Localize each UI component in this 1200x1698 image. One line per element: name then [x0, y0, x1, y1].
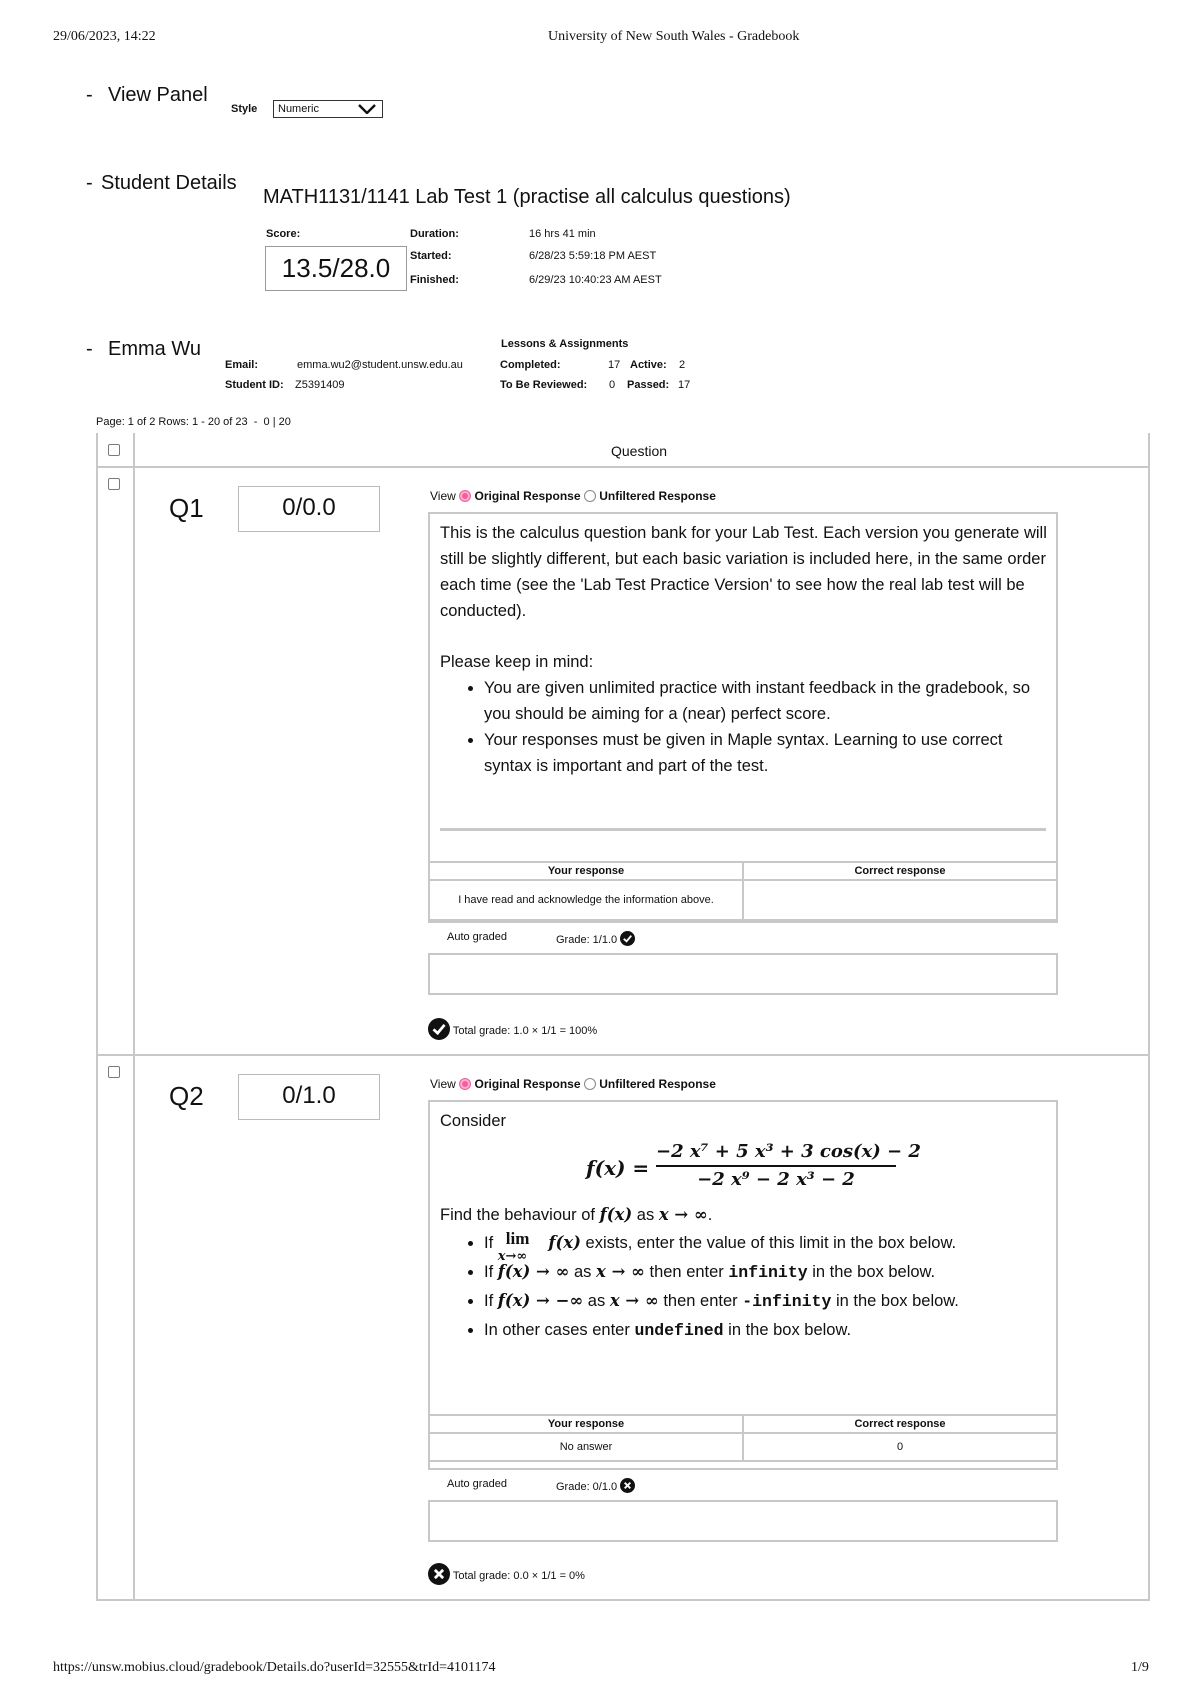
q2-denominator: −2 x⁹ − 2 x³ − 2 [697, 1169, 855, 1190]
q2-unfiltered-label[interactable]: Unfiltered Response [599, 1077, 716, 1091]
q1-bullet: • You are given unlimited practice with instant feedback in the gradebook, so you should be aiming for a (near) perfect score. [484, 675, 1048, 727]
completed-value: 17 [608, 359, 621, 371]
test-title: MATH1131/1141 Lab Test 1 (practise all calculus questions) [263, 186, 791, 208]
q1-original-radio[interactable] [459, 490, 471, 502]
q2-find-mid: as [636, 1206, 655, 1224]
q2-consider: Consider [440, 1112, 507, 1130]
passed-label: Passed: [627, 379, 670, 391]
q1-total-grade-row [428, 1018, 597, 1040]
q1-question-panel [428, 512, 1058, 923]
finished-label: Finished: [410, 274, 459, 286]
view-panel-label[interactable]: View Panel [108, 84, 208, 106]
q1-unfiltered-radio[interactable] [584, 490, 596, 502]
q2-your-response: No answer [429, 1433, 743, 1461]
active-label: Active: [630, 359, 667, 371]
x-circle-icon [620, 1478, 635, 1493]
print-page-number: 1/9 [1131, 1660, 1149, 1675]
finished-value: 6/29/23 10:40:23 AM AEST [529, 274, 662, 286]
q2-score: 0/1.0 [282, 1082, 336, 1109]
chevron-down-icon [358, 104, 376, 114]
student-id-value: Z5391409 [295, 379, 345, 391]
pager: Page: 1 of 2 Rows: 1 - 20 of 23 - 0 | 20 [96, 416, 291, 428]
q2-view-row [430, 1077, 716, 1091]
q2-bullet: • If f(x) → −∞ as x → ∞ then enter -infinity in the box below. [484, 1287, 1048, 1316]
table-header-divider [96, 466, 1150, 468]
completed-label: Completed: [500, 359, 561, 371]
q1-score: 0/0.0 [282, 494, 336, 521]
q2-feedback-box [428, 1500, 1058, 1542]
score-value: 13.5/28.0 [281, 253, 391, 283]
print-title: University of New South Wales - Gradebook [548, 29, 800, 44]
duration-value: 16 hrs 41 min [529, 228, 596, 240]
q1-response-table [428, 861, 1058, 921]
q2-lim: lim [505, 1229, 530, 1248]
q2-find-pre: Find the behaviour of [440, 1206, 596, 1224]
passed-value: 17 [678, 379, 691, 391]
q2-number: Q2 [169, 1081, 204, 1111]
q1-auto-graded: Auto graded [447, 931, 507, 943]
score-box [265, 246, 407, 291]
q2-total-grade: Total grade: 0.0 × 1/1 = 0% [452, 1570, 585, 1582]
style-label: Style [231, 103, 258, 115]
q2-correct-response-header: Correct response [743, 1415, 1057, 1433]
q2-formula-lhs: f(x) = [586, 1156, 650, 1180]
select-all-checkbox[interactable] [108, 444, 120, 456]
q1-original-label[interactable]: Original Response [474, 489, 581, 503]
q1-grade: Grade: 1/1.0 [556, 934, 618, 946]
x-circle-icon [428, 1563, 450, 1585]
q1-paragraph: This is the calculus question bank for your Lab Test. Each version you generate will still be slightly different, but each basic variation is included here, in the same order each time (see the 'Lab Test Practice Version' to see how the real lab test will be conducted). [440, 524, 1047, 620]
student-id-label: Student ID: [225, 379, 284, 391]
q2-numerator: −2 x⁷ + 5 x³ + 3 cos(x) − 2 [656, 1141, 921, 1162]
email-value: emma.wu2@student.unsw.edu.au [297, 359, 463, 371]
q2-score-box [238, 1074, 380, 1120]
q2-checkbox[interactable] [108, 1066, 120, 1078]
q1-total-grade: Total grade: 1.0 × 1/1 = 100% [452, 1025, 598, 1037]
print-datetime: 29/06/2023, 14:22 [53, 29, 156, 44]
q2-grade-row [556, 1478, 635, 1493]
style-select-value: Numeric [278, 103, 319, 115]
score-label: Score: [266, 228, 301, 240]
q2-view-label: View [430, 1077, 456, 1091]
q2-original-label[interactable]: Original Response [474, 1077, 581, 1091]
q1-grade-row [556, 931, 635, 946]
review-value: 0 [609, 379, 616, 391]
q1-view-row [430, 489, 716, 503]
started-value: 6/28/23 5:59:18 PM AEST [529, 250, 657, 262]
q2-grade: Grade: 0/1.0 [556, 1481, 618, 1493]
q2-your-response-header: Your response [429, 1415, 743, 1433]
check-circle-icon [620, 931, 635, 946]
student-details-label[interactable]: Student Details [101, 172, 237, 194]
q1-feedback-box [428, 953, 1058, 995]
q2-auto-graded: Auto graded [447, 1478, 507, 1490]
student-details-toggle[interactable]: - [86, 172, 93, 194]
q2-find-line: Find the behaviour of f(x) as x → ∞. [440, 1205, 713, 1224]
q1-keep-in-mind: Please keep in mind: [440, 653, 594, 671]
active-value: 2 [679, 359, 686, 371]
started-label: Started: [410, 250, 452, 262]
q1-number: Q1 [169, 493, 204, 523]
duration-label: Duration: [410, 228, 459, 240]
q1-view-label: View [430, 489, 456, 503]
q1-your-response-header: Your response [429, 862, 743, 880]
q2-question-panel [428, 1100, 1058, 1470]
q1-correct-response-header: Correct response [743, 862, 1057, 880]
q2-response-table [428, 1414, 1058, 1462]
lessons-heading: Lessons & Assignments [501, 338, 629, 350]
student-name: Emma Wu [108, 338, 201, 360]
q1-divider [440, 828, 1046, 831]
q2-fraction [656, 1140, 921, 1192]
review-label: To Be Reviewed: [500, 379, 588, 391]
q1-bullet: • Your responses must be given in Maple syntax. Learning to use correct syntax is important and part of the test. [484, 727, 1048, 779]
q2-unfiltered-radio[interactable] [584, 1078, 596, 1090]
q1-bullet-list [440, 675, 1048, 779]
table-row-divider [96, 1054, 1150, 1056]
q2-fraction-bar [656, 1165, 896, 1167]
q2-find-fx: f(x) [599, 1205, 633, 1224]
table-checkbox-col-divider [133, 433, 135, 1601]
q2-correct-response: 0 [743, 1433, 1057, 1461]
q2-total-grade-row [428, 1563, 585, 1585]
q2-bullet: • If f(x) → ∞ as x → ∞ then enter infinity in the box below. [484, 1258, 1048, 1287]
student-toggle[interactable]: - [86, 338, 93, 360]
style-select[interactable] [273, 100, 383, 118]
q1-correct-response [743, 880, 1057, 920]
check-circle-icon [428, 1018, 450, 1040]
q2-lim-sub: x→∞ [497, 1249, 528, 1264]
email-label: Email: [225, 359, 259, 371]
q2-bullet-list [430, 1228, 1048, 1345]
q2-bullet: • In other cases enter undefined in the box below. [484, 1316, 1048, 1345]
question-column-header: Question [611, 443, 668, 459]
q1-score-box [238, 486, 380, 532]
q1-unfiltered-label[interactable]: Unfiltered Response [599, 489, 716, 503]
q1-checkbox[interactable] [108, 478, 120, 490]
q1-your-response: I have read and acknowledge the information above. [429, 880, 743, 920]
view-panel-toggle[interactable]: - [86, 84, 93, 106]
print-url: https://unsw.mobius.cloud/gradebook/Details.do?userId=32555&trId=4101174 [53, 1660, 496, 1675]
q2-original-radio[interactable] [459, 1078, 471, 1090]
q2-bullet: • If lim x→∞ f(x) exists, enter the value of this limit in the box below. [484, 1228, 1048, 1258]
q2-find-limit: x → ∞ [658, 1205, 708, 1224]
